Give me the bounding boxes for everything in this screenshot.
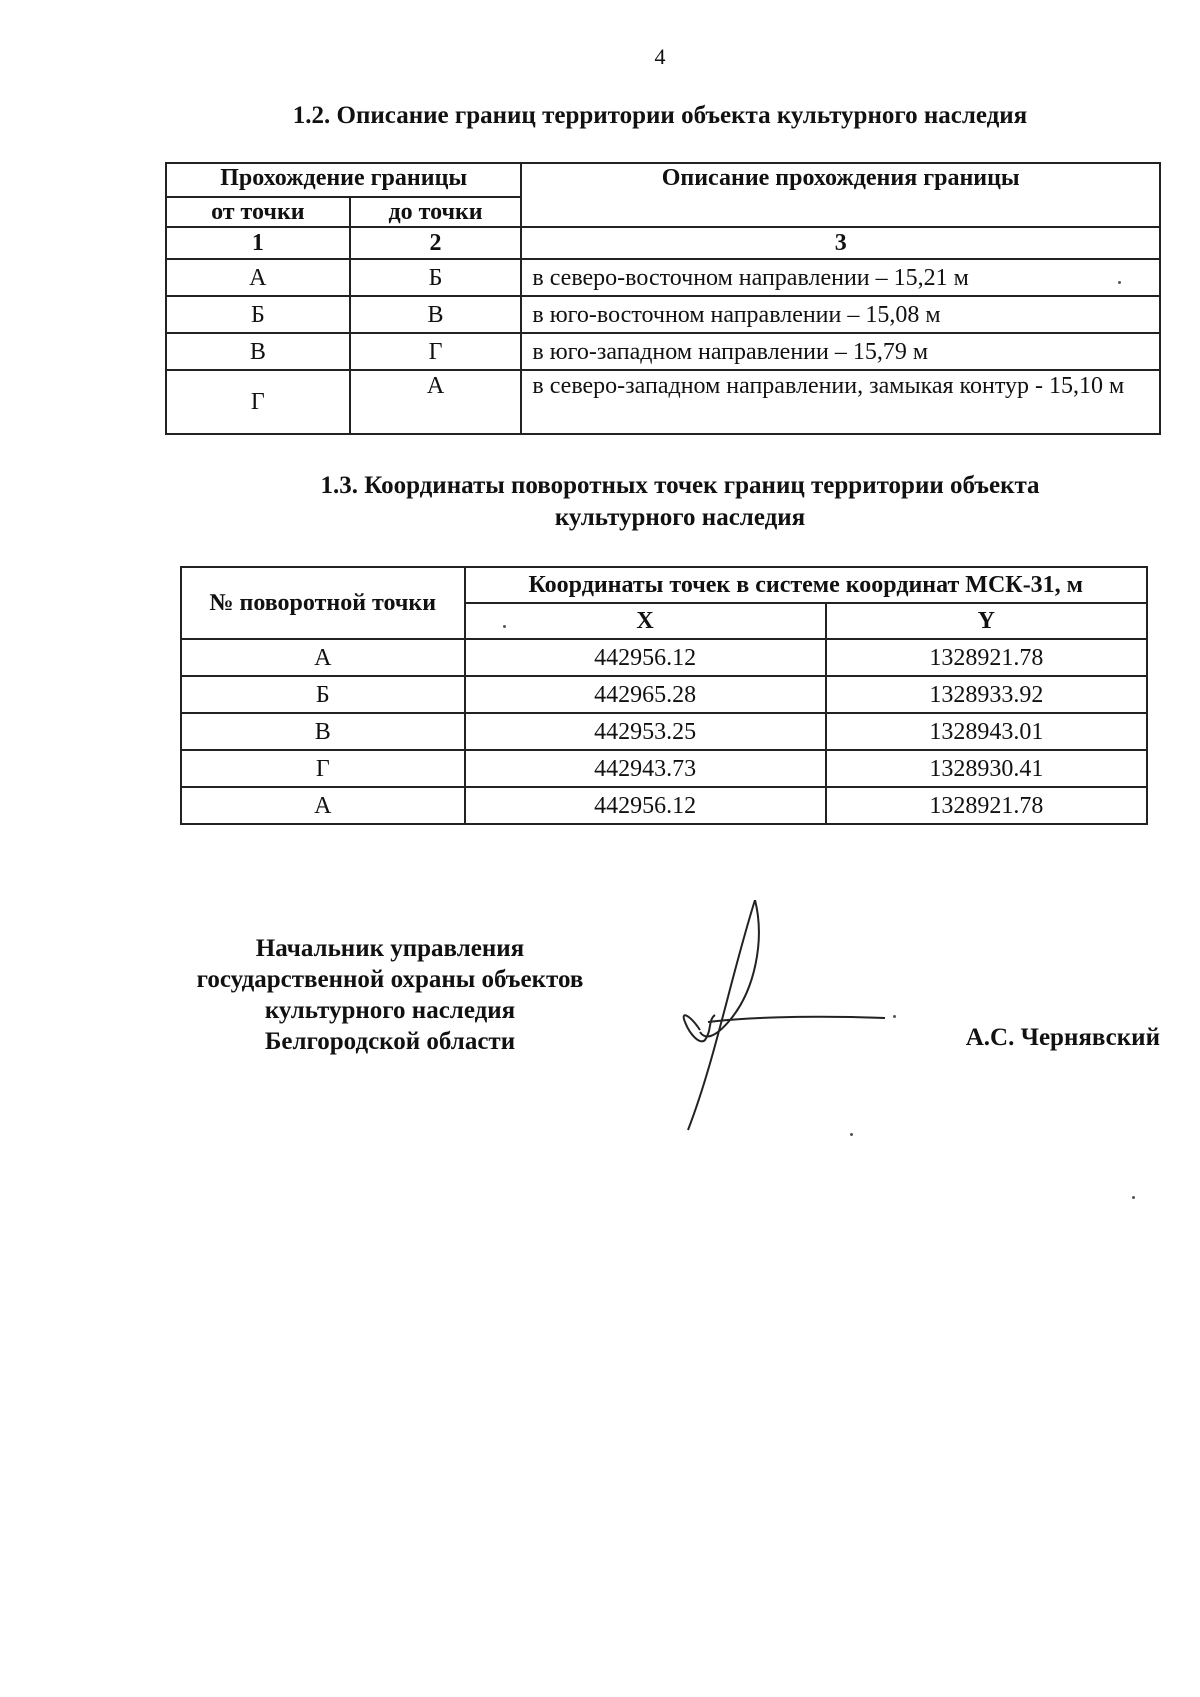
table-header-row [181,567,1147,603]
to-point-header: до точки [350,197,522,227]
x-coordinate: 442956.12 [465,787,826,824]
y-coordinate: 1328933.92 [826,676,1147,713]
point-to: А [350,370,522,434]
y-coordinate: 1328921.78 [826,639,1147,676]
scan-speck [1118,281,1121,284]
table-row [166,296,1160,333]
column-number-3: 3 [521,227,1160,259]
segment-description: в юго-восточном направлении – 15,08 м [521,296,1160,333]
point-label: Б [181,676,465,713]
point-label: А [181,639,465,676]
scan-speck [893,1015,896,1018]
x-coordinate: 442953.25 [465,713,826,750]
segment-description: в северо-восточном направлении – 15,21 м [521,259,1160,296]
column-number-1: 1 [166,227,350,259]
section-title-line: 1.3. Координаты поворотных точек границ территории объекта [320,472,1040,499]
table-row [181,676,1147,713]
x-coordinate: 442943.73 [465,750,826,787]
table-row [166,370,1160,434]
signer-position-line: культурного наследия [264,997,516,1024]
table-row [181,713,1147,750]
x-coordinate: 442956.12 [465,639,826,676]
handwritten-signature [660,900,900,1140]
table-column-number-row [166,227,1160,259]
scan-speck [1132,1196,1135,1199]
table-row [166,333,1160,370]
y-coordinate: 1328930.41 [826,750,1147,787]
point-to: Б [350,259,522,296]
table-row [166,259,1160,296]
point-label: А [181,787,465,824]
segment-description: в юго-западном направлении – 15,79 м [521,333,1160,370]
section-title-line: культурного наследия [554,504,806,531]
coordinates-header: Координаты точек в системе координат МСК-31, м [465,567,1148,603]
point-number-header: № поворотной точки [181,567,465,639]
signer-position-line: Начальник управления [255,935,525,962]
x-coordinate: 442965.28 [465,676,826,713]
boundary-description-table [165,162,1161,435]
signer-name: А.С. Чернявский [965,1024,1160,1051]
from-point-header: от точки [166,197,350,227]
scan-speck [850,1133,853,1136]
x-header: X [465,603,826,639]
point-label: Г [181,750,465,787]
signer-position [170,933,610,1057]
table-row [181,639,1147,676]
passage-header: Прохождение границы [166,163,521,197]
segment-description: в северо-западном направлении, замыкая контур - 15,10 м [521,370,1160,434]
point-from: В [166,333,350,370]
point-from: Б [166,296,350,333]
point-from: А [166,259,350,296]
table-row [181,750,1147,787]
point-to: Г [350,333,522,370]
section-title-boundary-description: 1.2. Описание границ территории объекта культурного наследия [292,102,1028,129]
scan-speck [503,625,506,628]
signer-position-line: государственной охраны объектов [196,966,584,993]
y-coordinate: 1328943.01 [826,713,1147,750]
table-header-row [166,163,1160,197]
y-header: Y [826,603,1147,639]
page-number: 4 [654,44,666,69]
signer-position-line: Белгородской области [264,1028,516,1055]
point-label: В [181,713,465,750]
section-title-coordinates [250,470,1110,534]
description-header: Описание прохождения границы [521,163,1160,227]
table-row [181,787,1147,824]
y-coordinate: 1328921.78 [826,787,1147,824]
point-from: Г [166,370,350,434]
column-number-2: 2 [350,227,522,259]
point-to: В [350,296,522,333]
coordinates-table [180,566,1148,825]
